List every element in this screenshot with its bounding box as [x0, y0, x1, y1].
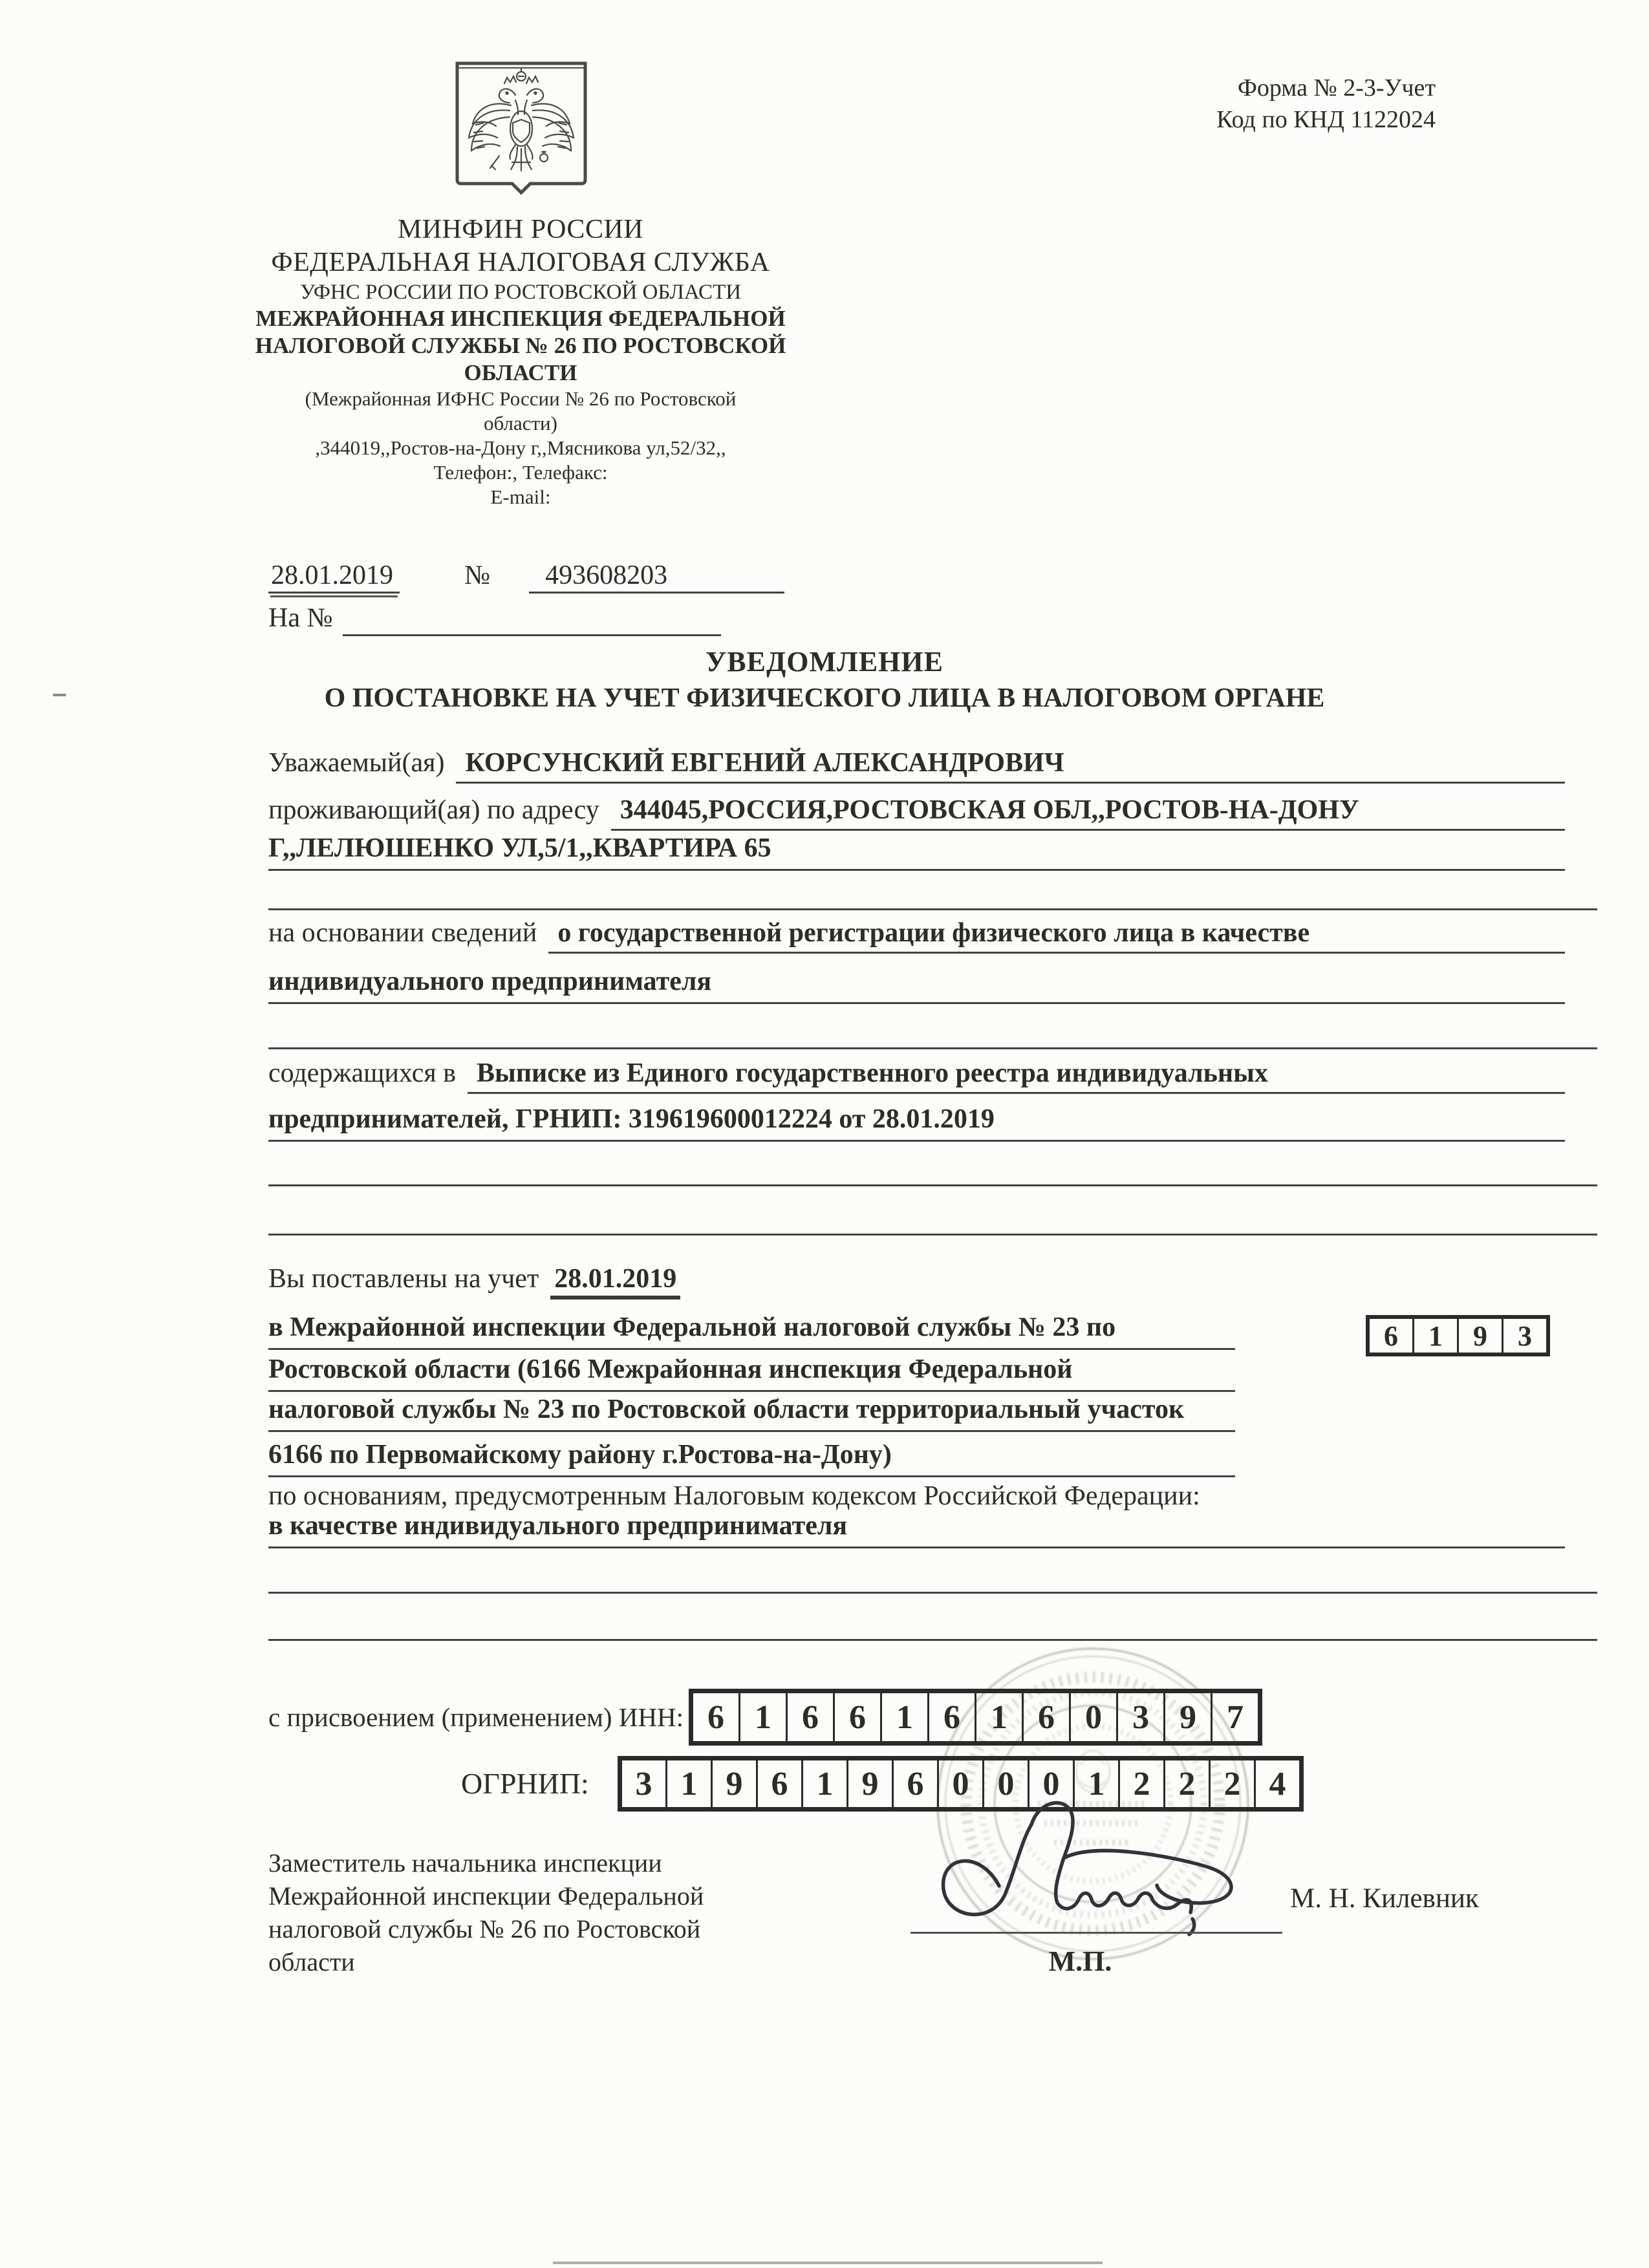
authority-text-2: Ростовской области (6166 Межрайонная инспекция Федеральной — [268, 1354, 1073, 1384]
digit-cell: 1 — [665, 1760, 711, 1807]
ogrnip-label: ОГРНИП: — [461, 1767, 589, 1800]
capacity-line — [268, 1505, 1565, 1548]
signer-name: М. Н. Килевник — [1290, 1883, 1479, 1914]
inspection-email: E-mail: — [490, 486, 551, 508]
digit-cell: 2 — [1118, 1760, 1163, 1807]
digit-cell: 3 — [1116, 1693, 1163, 1741]
inspection-short-name-line2: области) — [484, 412, 557, 434]
form-number: Форма № 2-3-Учет — [1237, 74, 1436, 102]
digit-cell: 6 — [892, 1760, 937, 1807]
document-number: 493608203 — [529, 557, 784, 594]
digit-cell: 0 — [1028, 1760, 1073, 1807]
authority-line-1 — [268, 1307, 1235, 1350]
basis-text-1: о государственной регистрации физического лица в качестве — [557, 918, 1310, 948]
digit-cell: 6 — [927, 1693, 975, 1741]
stamp-place-abbr: М.П. — [1048, 1945, 1112, 1977]
authority-text-1: в Межрайонной инспекции Федеральной налоговой службы № 23 по — [268, 1312, 1116, 1342]
digit-cell: 9 — [1457, 1319, 1502, 1353]
digit-cell: 6 — [707, 1698, 724, 1736]
residing-label: проживающий(ая) по адресу — [268, 795, 599, 825]
reply-to-blank-line — [343, 600, 721, 636]
contained-text-1: Выписке из Единого государственного реестра индивидуальных — [477, 1058, 1268, 1088]
inspection-name-line3: ОБЛАСТИ — [464, 360, 577, 385]
document-title: УВЕДОМЛЕНИЕ — [706, 646, 943, 678]
basis-line-2 — [268, 961, 1565, 1004]
digit-cell: 2 — [1163, 1760, 1209, 1807]
inn-digit-box — [689, 1689, 1262, 1746]
digit-cell: 2 — [1209, 1760, 1254, 1807]
contained-text-2: предпринимателей, ГРНИП: 319619600012224 от 28.01.2019 — [268, 1104, 995, 1134]
scan-artifact-mark — [53, 694, 66, 696]
digit-cell: 1 — [738, 1693, 786, 1741]
inspection-name-line1: МЕЖРАЙОННАЯ ИНСПЕКЦИЯ ФЕДЕРАЛЬНОЙ — [255, 306, 786, 331]
contained-line-1 — [268, 1053, 1565, 1094]
digit-cell: 1 — [880, 1693, 927, 1741]
taxpayer-name: КОРСУНСКИЙ ЕВГЕНИЙ АЛЕКСАНДРОВИЧ — [465, 748, 1064, 778]
ministry-name: МИНФИН РОССИИ — [397, 215, 644, 244]
taxpayer-address-1: 344045,РОССИЯ,РОСТОВСКАЯ ОБЛ,,РОСТОВ-НА-ДОНУ — [620, 795, 1359, 825]
digit-cell: 6 — [1022, 1693, 1069, 1741]
inspection-short-name-line1: (Межрайонная ИФНС России № 26 по Ростовской — [305, 387, 737, 410]
digit-cell: 3 — [635, 1765, 652, 1803]
contained-line-2 — [268, 1098, 1565, 1142]
inspection-phone-fax: Телефон:, Телефакс: — [433, 461, 608, 484]
inn-label: с присвоением (применением) ИНН: — [268, 1702, 684, 1732]
digit-cell: 9 — [1163, 1693, 1211, 1741]
salutation-label: Уважаемый(ая) — [268, 748, 445, 778]
digit-cell: 1 — [1073, 1760, 1118, 1807]
inspection-address: ,344019,,Ростов-на-Дону г,,Мясникова ул,52/32,, — [315, 436, 726, 459]
capacity-text: в качестве индивидуального предпринимателя — [268, 1511, 848, 1541]
authority-text-4: 6166 по Первомайскому району г.Ростова-на-Дону) — [268, 1440, 892, 1470]
inspection-name-line2: НАЛОГОВОЙ СЛУЖБЫ № 26 ПО РОСТОВСКОЙ — [255, 333, 786, 358]
authority-line-3 — [268, 1389, 1235, 1432]
signer-position-line4: области — [268, 1947, 355, 1976]
tax-authority-code-box — [1366, 1315, 1550, 1356]
authority-line-4 — [268, 1434, 1235, 1477]
reply-reference-row — [268, 600, 721, 636]
signer-position-line2: Межрайонной инспекции Федеральной — [268, 1881, 704, 1910]
contained-label: содержащихся в — [268, 1058, 457, 1088]
digit-cell: 0 — [982, 1760, 1028, 1807]
basis-line-1 — [268, 912, 1565, 954]
blank-rule-line — [268, 1592, 1597, 1594]
knd-code: Код по КНД 1122024 — [1216, 106, 1436, 133]
signer-position-line1: Заместитель начальника инспекции — [268, 1848, 662, 1878]
document-date: 28.01.2019 — [268, 557, 400, 594]
signer-position-line3: налоговой службы № 26 по Ростовской — [268, 1914, 701, 1943]
digit-cell: 9 — [711, 1760, 756, 1807]
number-sign: № — [464, 561, 491, 590]
digit-cell: 6 — [833, 1693, 880, 1741]
salutation-line — [268, 742, 1565, 784]
blank-rule-line — [268, 1047, 1597, 1049]
regional-office: УФНС РОССИИ ПО РОСТОВСКОЙ ОБЛАСТИ — [299, 281, 742, 304]
service-name: ФЕДЕРАЛЬНАЯ НАЛОГОВАЯ СЛУЖБА — [271, 248, 770, 277]
digit-cell: 1 — [801, 1760, 846, 1807]
signature-rule-line — [911, 1932, 1282, 1934]
handwritten-signature — [902, 1779, 1316, 1954]
blank-rule-line — [268, 1184, 1597, 1186]
address-line-2 — [268, 828, 1565, 871]
reply-to-label: На № — [268, 603, 333, 633]
authority-text-3: налоговой службы № 23 по Ростовской области территориальный участок — [268, 1395, 1185, 1424]
signer-position — [268, 1846, 704, 1978]
digit-cell: 6 — [1384, 1320, 1398, 1352]
registration-date: 28.01.2019 — [550, 1258, 680, 1300]
authority-line-2 — [268, 1349, 1235, 1392]
digit-cell: 0 — [937, 1760, 982, 1807]
registration-date-line — [268, 1258, 1565, 1300]
taxpayer-address-2: Г,,ЛЕЛЮШЕНКО УЛ,5/1,,КВАРТИРА 65 — [268, 833, 771, 863]
digit-cell: 0 — [1069, 1693, 1116, 1741]
blank-rule-line — [268, 908, 1597, 910]
digit-cell: 1 — [975, 1693, 1022, 1741]
form-header — [1216, 72, 1436, 136]
blank-rule-line — [268, 1234, 1597, 1236]
digit-cell: 9 — [846, 1760, 892, 1807]
reference-row — [268, 557, 784, 594]
digit-cell: 6 — [786, 1693, 833, 1741]
digit-cell: 4 — [1254, 1760, 1299, 1807]
document-subtitle: О ПОСТАНОВКЕ НА УЧЕТ ФИЗИЧЕСКОГО ЛИЦА В НАЛОГОВОМ ОРГАНЕ — [324, 683, 1325, 713]
basis-label: на основании сведений — [268, 918, 537, 948]
address-line-1 — [268, 789, 1565, 831]
digit-cell: 7 — [1211, 1693, 1258, 1741]
grounds-text: по основаниям, предусмотренным Налоговым кодексом Российской Федерации: — [268, 1481, 1200, 1511]
digit-cell: 1 — [1412, 1319, 1457, 1353]
digit-cell: 6 — [756, 1760, 801, 1807]
registered-label: Вы поставлены на учет — [268, 1264, 539, 1294]
scan-edge-artifact — [553, 2262, 1103, 2264]
digit-cell: 3 — [1502, 1319, 1546, 1353]
coat-of-arms-icon — [453, 59, 590, 198]
basis-text-2: индивидуального предпринимателя — [268, 967, 712, 996]
letterhead — [191, 213, 850, 509]
